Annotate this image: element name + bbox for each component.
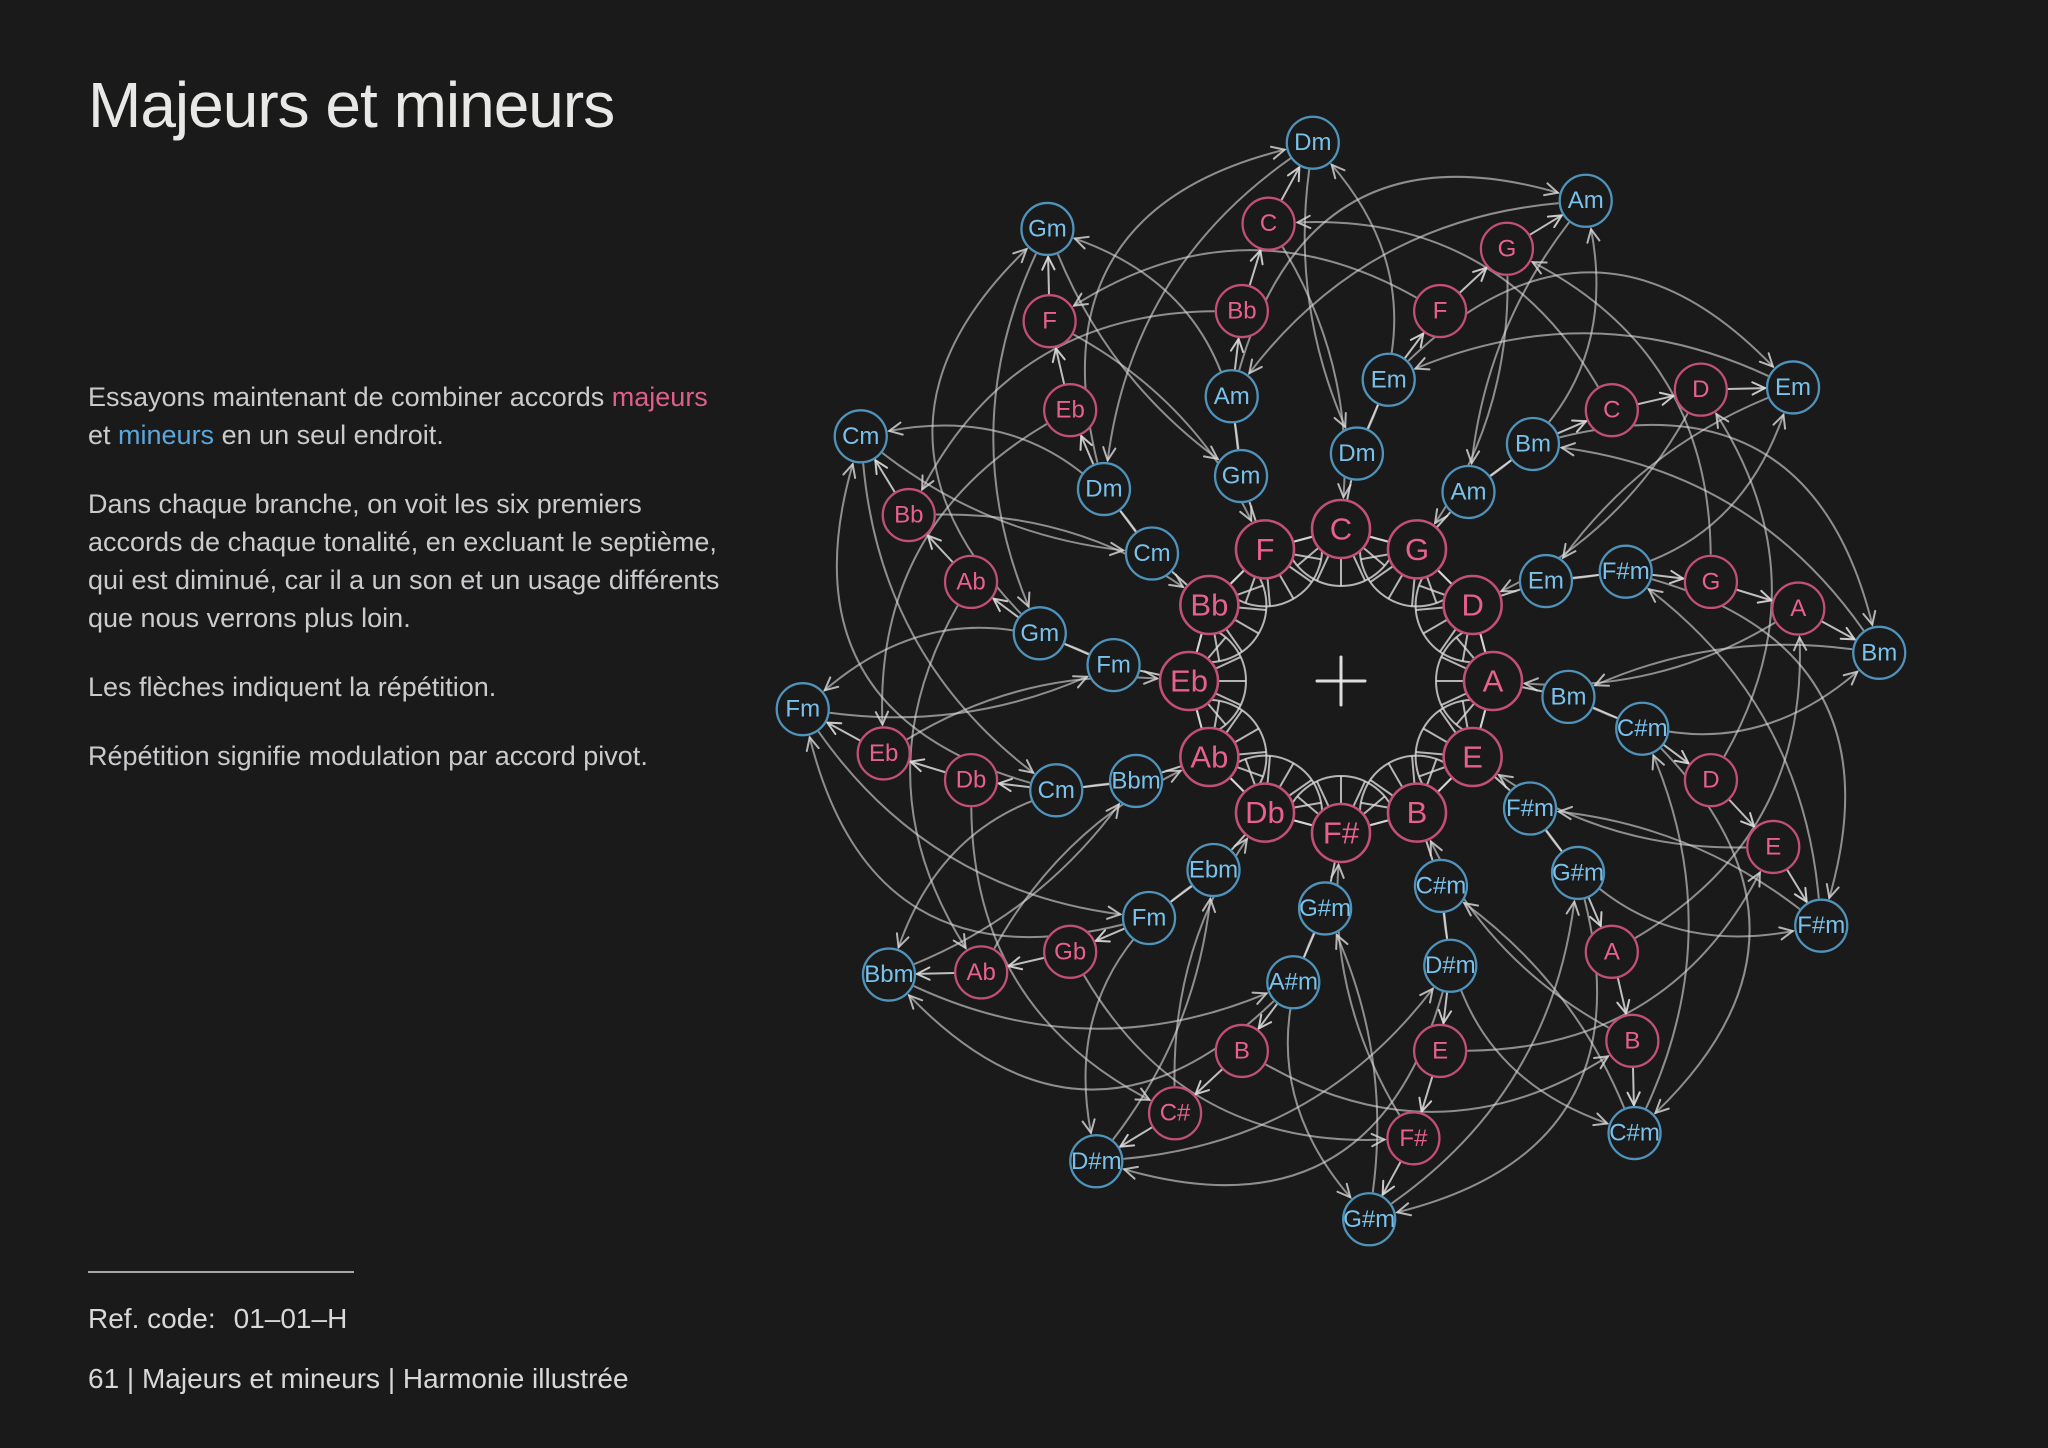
chord-node-Eb-5-Cm xyxy=(835,410,887,462)
chord-label: Am xyxy=(1450,478,1487,506)
chord-node-Bb-2-Dm xyxy=(1078,463,1130,515)
fan-spoke xyxy=(1268,578,1270,606)
chord-node-E-5-C#m xyxy=(1609,1107,1661,1159)
chord-label: C#m xyxy=(1609,1119,1660,1147)
chord-label: Am xyxy=(1213,382,1250,410)
chord-label: C#m xyxy=(1616,715,1668,743)
chain-segment xyxy=(917,973,954,974)
chord-node-F-1-Gm xyxy=(1215,450,1267,502)
chord-node-Eb-1-Fm xyxy=(1088,639,1140,691)
chord-label: C xyxy=(1329,511,1353,547)
chain-segment xyxy=(1490,461,1510,476)
chord-node-A-1-Bm xyxy=(1542,671,1594,723)
chord-label: G xyxy=(1701,568,1721,596)
chord-node-Ab-5-Fm xyxy=(777,683,829,735)
chord-node-G-0-G xyxy=(1388,520,1446,578)
chord-label: E xyxy=(1432,1037,1449,1065)
chord-label: Fm xyxy=(1096,651,1131,679)
fan-spoke xyxy=(1412,756,1414,784)
chord-label: Eb xyxy=(1170,663,1208,699)
chain-segment xyxy=(875,460,894,492)
chord-node-G-5-Em xyxy=(1767,361,1819,413)
arrowhead-icon xyxy=(1235,839,1247,853)
chord-label: Em xyxy=(1775,373,1812,401)
intro-line: et mineurs en un seul endroit. xyxy=(88,420,444,450)
chord-node-Eb-2-Gm xyxy=(1014,607,1066,659)
chord-label: B xyxy=(1406,795,1428,831)
fan-spoke xyxy=(1280,763,1294,787)
chord-node-Db-1-Ebm xyxy=(1188,844,1240,896)
intro-paragraphs xyxy=(88,378,719,806)
chord-node-F#-1-G#m xyxy=(1299,882,1351,934)
chord-node-F-5-Dm xyxy=(1287,117,1339,169)
chain-segment xyxy=(1593,708,1616,718)
chord-label: Fm xyxy=(785,695,821,723)
chord-label: F xyxy=(1042,307,1057,335)
chord-node-B-5-G#m xyxy=(1343,1193,1395,1245)
chord-label: Ab xyxy=(966,958,996,986)
chord-label: C#m xyxy=(1415,872,1467,900)
chain-segment xyxy=(1368,405,1378,428)
chord-label: B xyxy=(1233,1037,1250,1065)
chord-label: F xyxy=(1432,297,1448,325)
chord-node-D-5-Bm xyxy=(1853,627,1905,679)
chord-label: C xyxy=(1259,210,1278,238)
chord-label: A xyxy=(1790,595,1807,623)
chain-segment xyxy=(1383,1162,1401,1195)
chord-label: Bm xyxy=(1861,639,1898,667)
chord-node-G-3-C xyxy=(1586,384,1638,436)
chord-label: Am xyxy=(1567,187,1604,215)
chord-label: Bbm xyxy=(864,961,914,989)
fan-spoke xyxy=(1389,763,1403,787)
chord-node-Eb-4-Bb xyxy=(883,489,935,541)
chord-node-Ab-1-Bbm xyxy=(1110,755,1162,807)
chord-node-Db-3-Gb xyxy=(1044,926,1096,978)
chord-label: F#m xyxy=(1506,794,1555,822)
chord-node-F-0-F xyxy=(1236,520,1294,578)
arrowhead-icon xyxy=(1499,775,1513,787)
chord-label: Dm xyxy=(1085,475,1123,503)
repetition-arc xyxy=(1595,645,1852,686)
chord-node-Bb-4-F xyxy=(1024,295,1076,347)
chord-node-E-3-A xyxy=(1586,926,1638,978)
chord-node-F#-3-B xyxy=(1216,1025,1268,1077)
fan-spoke xyxy=(1412,578,1414,606)
chord-label: Gb xyxy=(1054,938,1087,966)
chord-node-C-0-C xyxy=(1312,500,1370,558)
chord-node-F-2-Am xyxy=(1206,370,1258,422)
chain-segment xyxy=(1546,830,1561,850)
ref-code-label: Ref. code: xyxy=(88,1303,216,1334)
chord-node-E-4-B xyxy=(1606,1015,1658,1067)
chord-label: Cm xyxy=(1133,540,1171,568)
chord-label: E xyxy=(1462,739,1483,775)
ref-code xyxy=(88,1303,347,1335)
repetition-arc xyxy=(899,784,1109,948)
chord-label: Db xyxy=(1245,795,1285,831)
chord-node-Ab-3-Db xyxy=(945,754,997,806)
chord-node-Ab-2-Cm xyxy=(1030,764,1082,816)
arrowhead-icon xyxy=(1548,215,1562,227)
chord-node-D-4-A xyxy=(1772,583,1824,635)
chord-label: Dm xyxy=(1338,440,1376,468)
chord-node-A-3-D xyxy=(1685,754,1737,806)
fan-spoke xyxy=(1238,752,1266,754)
chord-label: A xyxy=(1603,938,1620,966)
chord-node-D-1-Em xyxy=(1520,555,1572,607)
repetition-arc xyxy=(1075,239,1239,449)
chord-label: D#m xyxy=(1070,1147,1122,1175)
chord-label: E xyxy=(1765,833,1782,861)
chord-label: Ebm xyxy=(1188,856,1239,884)
chord-label: Cm xyxy=(842,422,880,450)
chord-label: Bb xyxy=(894,501,924,529)
intro-line: Répétition signifie modulation par accord pivot. xyxy=(88,741,648,771)
intro-line: que nous verrons plus loin. xyxy=(88,603,411,633)
chain-segment xyxy=(1120,1127,1152,1146)
chord-label: D xyxy=(1702,766,1720,794)
chain-segment xyxy=(827,723,860,741)
chord-label: A#m xyxy=(1268,968,1318,996)
chord-label: Fm xyxy=(1131,904,1167,932)
chord-node-Db-5-Bbm xyxy=(863,949,915,1001)
intro-line: Les flèches indiquent la répétition. xyxy=(88,672,497,702)
chord-node-C-5-Am xyxy=(1560,175,1612,227)
chord-label: D xyxy=(1692,376,1710,404)
chord-label: Cm xyxy=(1037,776,1075,804)
chord-label: F#m xyxy=(1601,558,1650,586)
chord-node-Bb-0-Bb xyxy=(1180,576,1238,634)
chord-node-B-2-D#m xyxy=(1424,940,1476,992)
highlight-majeurs: majeurs xyxy=(611,382,708,412)
center-cross-icon xyxy=(1317,657,1365,705)
chord-node-G-1-Am xyxy=(1442,466,1494,518)
chord-node-B-4-F# xyxy=(1387,1112,1439,1164)
highlight-mineurs: mineurs xyxy=(118,420,215,450)
chord-label: G xyxy=(1497,235,1517,263)
page-title: Majeurs et mineurs xyxy=(88,69,615,141)
chord-node-D-2-F#m xyxy=(1600,546,1652,598)
chord-label: G#m xyxy=(1343,1205,1396,1233)
chain-segment xyxy=(1282,167,1300,200)
chain-segment xyxy=(1787,870,1806,902)
chord-node-C-1-Dm xyxy=(1331,428,1383,480)
intro-line: Essayons maintenant de combiner accords majeurs xyxy=(88,382,708,412)
chord-node-E-0-E xyxy=(1444,728,1502,786)
chord-node-G-2-Bm xyxy=(1507,418,1559,470)
chord-label: G#m xyxy=(1552,859,1605,887)
chain-segment xyxy=(1065,644,1088,654)
chord-node-Ab-0-Ab xyxy=(1180,728,1238,786)
chord-label: F#m xyxy=(1797,912,1846,940)
chain-segment xyxy=(1121,512,1136,532)
fan-spoke xyxy=(1234,620,1258,634)
chord-node-Bb-5-Gm xyxy=(1021,203,1073,255)
chord-label: F# xyxy=(1399,1124,1428,1152)
fan-spoke xyxy=(1423,729,1447,743)
chord-node-F#-0-F# xyxy=(1312,804,1370,862)
repetition-arc xyxy=(1444,914,1608,1124)
fan-spoke xyxy=(1268,756,1270,784)
chain-segment xyxy=(1728,388,1765,389)
chord-label: D xyxy=(1461,587,1484,623)
intro-line: Dans chaque branche, on voit les six premiers xyxy=(88,489,642,519)
chord-node-Eb-0-Eb xyxy=(1160,652,1218,710)
chord-node-Ab-4-Eb xyxy=(858,727,910,779)
chord-label: G#m xyxy=(1299,894,1352,922)
chord-label: Em xyxy=(1370,366,1407,394)
chord-label: Bm xyxy=(1550,683,1587,711)
chord-node-A-0-A xyxy=(1464,652,1522,710)
chord-node-A-2-C#m xyxy=(1616,703,1668,755)
chord-node-C-3-F xyxy=(1414,285,1466,337)
chord-node-B-3-E xyxy=(1414,1025,1466,1077)
fan-spoke xyxy=(1280,574,1294,598)
ref-code-value: 01–01–H xyxy=(233,1303,348,1334)
fan-spoke xyxy=(1416,752,1444,754)
chain-segment xyxy=(1633,1068,1634,1105)
chord-node-Bb-3-Eb xyxy=(1044,384,1096,436)
chain-segment xyxy=(1304,933,1314,956)
chord-label: D#m xyxy=(1424,952,1476,980)
repetition-arc xyxy=(1574,415,1784,579)
repetition-arc xyxy=(830,677,1087,718)
chord-label: Gm xyxy=(1020,619,1060,647)
fan-spoke xyxy=(1416,608,1444,610)
chord-node-Db-2-Fm xyxy=(1123,892,1175,944)
chord-node-F#-2-A#m xyxy=(1267,956,1319,1008)
chord-label: Bm xyxy=(1514,430,1551,458)
chord-label: Em xyxy=(1527,567,1564,595)
chord-node-Db-0-Db xyxy=(1236,784,1294,842)
chain-segment xyxy=(1172,886,1192,901)
chord-label: Eb xyxy=(1055,396,1085,424)
chord-node-G-4-D xyxy=(1675,364,1727,416)
chord-node-F-4-C xyxy=(1243,198,1295,250)
chord-label: Bb xyxy=(1227,297,1257,325)
arrowhead-icon xyxy=(1120,1135,1134,1147)
chord-label: Ab xyxy=(956,568,986,596)
divider xyxy=(88,1271,354,1273)
intro-paragraph xyxy=(88,485,719,637)
chain-segment xyxy=(1822,622,1855,640)
intro-line: accords de chaque tonalité, en excluant le septième, xyxy=(88,527,717,557)
arrowhead-icon xyxy=(1435,509,1447,523)
intro-line: qui est diminué, car il a un son et un usage différents xyxy=(88,565,720,595)
intro-paragraph xyxy=(88,378,719,454)
chord-node-E-1-F#m xyxy=(1504,782,1556,834)
repetition-arc xyxy=(1337,935,1378,1192)
chord-label: A xyxy=(1482,663,1504,699)
chord-label: Gm xyxy=(1028,215,1067,243)
chain-segment xyxy=(1048,257,1049,294)
chain-segment xyxy=(1530,215,1562,234)
fan-spoke xyxy=(1238,608,1266,610)
chord-node-Eb-3-Ab xyxy=(945,556,997,608)
chord-label: C# xyxy=(1159,1099,1191,1127)
chord-node-A-5-F#m xyxy=(1795,900,1847,952)
chord-label: F xyxy=(1255,531,1275,567)
repetition-arc xyxy=(1305,170,1346,427)
intro-paragraph xyxy=(88,737,719,775)
chord-label: F# xyxy=(1322,815,1360,851)
chord-label: G xyxy=(1404,531,1430,567)
chord-node-F#-5-D#m xyxy=(1070,1135,1122,1187)
chord-label: Db xyxy=(955,766,987,794)
chord-node-C-4-G xyxy=(1481,223,1533,275)
chord-node-D-0-D xyxy=(1444,576,1502,634)
chord-label: Ab xyxy=(1190,739,1229,775)
chord-node-F-3-Bb xyxy=(1216,285,1268,337)
chord-node-F#-4-C# xyxy=(1149,1087,1201,1139)
fan-spoke xyxy=(1423,620,1447,634)
chord-label: Bbm xyxy=(1111,767,1161,795)
chord-label: Eb xyxy=(869,739,899,767)
arrowhead-icon xyxy=(875,460,887,474)
chord-label: Gm xyxy=(1221,462,1261,490)
chord-label: Bb xyxy=(1190,587,1229,623)
chord-node-A-4-E xyxy=(1747,821,1799,873)
chord-label: C xyxy=(1603,396,1621,424)
arrowhead-icon xyxy=(1795,888,1807,902)
chord-label: Dm xyxy=(1294,129,1332,157)
chord-node-B-0-B xyxy=(1388,784,1446,842)
fan-spoke xyxy=(1389,574,1403,598)
chord-node-E-2-G#m xyxy=(1552,847,1604,899)
page-caption: 61 | Majeurs et mineurs | Harmonie illustrée xyxy=(88,1363,629,1394)
chord-node-D-3-G xyxy=(1685,556,1737,608)
chord-label: B xyxy=(1624,1027,1641,1055)
chord-node-Bb-1-Cm xyxy=(1126,528,1178,580)
intro-paragraph xyxy=(88,668,719,706)
chord-node-C-2-Em xyxy=(1363,354,1415,406)
fan-spoke xyxy=(1234,729,1258,743)
chord-node-Db-4-Ab xyxy=(955,946,1007,998)
arrowhead-icon xyxy=(1169,575,1183,587)
chord-node-B-1-C#m xyxy=(1415,860,1467,912)
